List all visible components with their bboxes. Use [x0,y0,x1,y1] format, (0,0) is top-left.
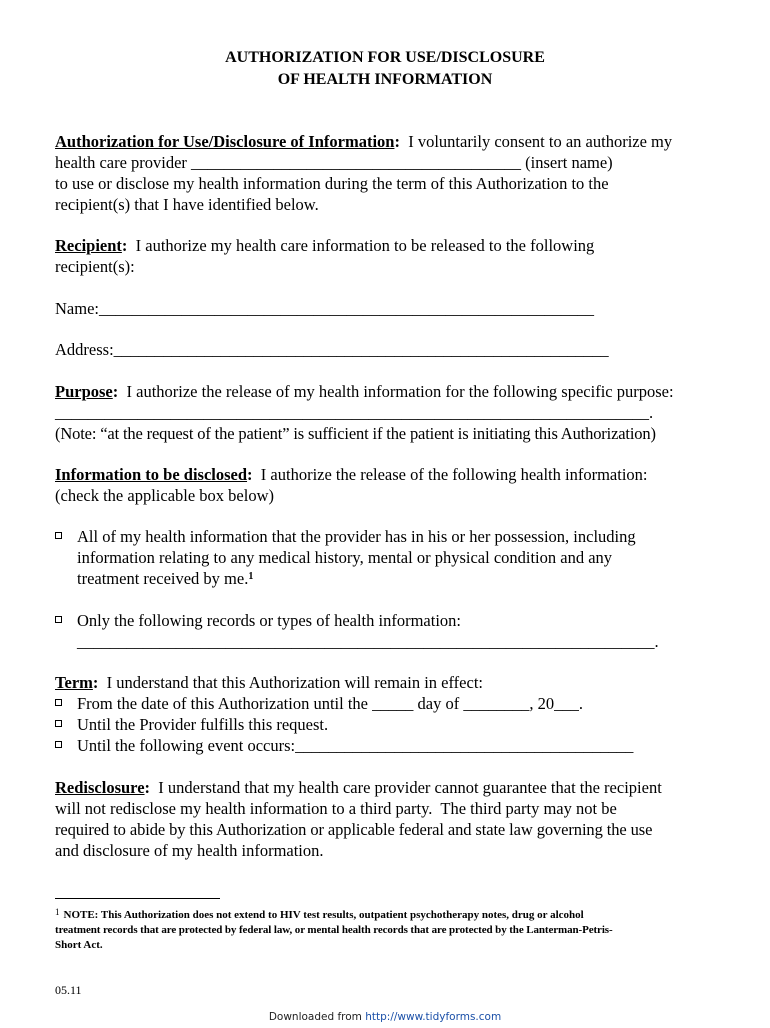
information-colon: : [247,465,253,484]
term-option-date-text: From the date of this Authorization until the _____ day of ________, 20___. [77,694,583,713]
term-option-fulfilled [55,714,720,735]
recipient-line-1 [55,235,720,256]
authorization-colon: : [394,132,400,151]
option-all-line-3-text: treatment received by me. [77,569,249,588]
redisclosure-text: I understand that my health care provider cannot guarantee that the recipient [150,778,662,797]
option-all-line-3 [77,568,720,589]
purpose-colon: : [112,382,119,401]
redisclosure-section [55,777,720,861]
checkbox-all-information[interactable] [55,532,62,539]
download-prefix: Downloaded from [268,1011,366,1023]
term-colon: : [92,673,99,692]
authorization-line-2[interactable]: health care provider ________________________________________ (insert name) [55,153,613,172]
option-all-text [77,526,720,589]
recipient-heading: Recipient [55,236,122,255]
recipient-text: I authorize my health care information to be released to the following [127,236,595,255]
option-only-blank-line[interactable]: ______________________________________________________________________. [77,632,659,651]
footnote-line-3: Short Act. [55,939,103,951]
information-text: I authorize the release of the following health information: [252,465,648,484]
redisclosure-colon: : [144,778,151,797]
checkbox-term-event[interactable] [55,741,62,748]
information-line-2: (check the applicable box below) [55,486,274,505]
title-line-2: OF HEALTH INFORMATION [277,71,493,88]
form-version: 05.11 [55,983,82,997]
purpose-section [55,381,720,444]
footnote-line-1 [55,905,720,923]
footnote-divider [55,898,220,899]
authorization-line-3: to use or disclose my health information during the term of this Authorization to the [55,174,609,193]
purpose-text: I authorize the release of my health information for the following specific purpose: [118,382,674,401]
information-line-1 [55,464,720,485]
footnote [55,905,720,953]
option-all-information [55,526,720,589]
authorization-section [55,131,720,215]
recipient-line-2: recipient(s): [55,257,135,276]
authorization-line-1 [55,131,720,152]
footnote-reference: 1 [248,571,254,582]
information-section [55,464,720,506]
option-only-line-1: Only the following records or types of health information: [77,611,461,630]
purpose-heading: Purpose [55,382,113,401]
authorization-text: I voluntarily consent to an authorize my [399,132,673,151]
document-title [0,47,770,91]
term-option-event [55,735,720,756]
download-notice [0,1007,770,1028]
recipient-section [55,235,720,277]
title-line-1: AUTHORIZATION FOR USE/DISCLOSURE [225,49,545,66]
purpose-line-1 [55,381,720,402]
option-all-line-2: information relating to any medical history, mental or physical condition and any [77,548,613,567]
option-only-records [55,610,720,652]
checkbox-only-records[interactable] [55,616,62,623]
redisclosure-line-2: will not redisclose my health information to a third party. The third party may not be [55,799,617,818]
term-text: I understand that this Authorization will remain in effect: [98,673,483,692]
redisclosure-line-4: and disclosure of my health information. [55,841,324,860]
term-option-event-text: Until the following event occurs:_________________________________________ [77,736,634,755]
name-field[interactable]: Name:____________________________________________________________ [55,299,594,318]
address-field[interactable]: Address:____________________________________________________________ [55,340,609,359]
redisclosure-heading: Redisclosure [55,778,145,797]
option-all-line-1: All of my health information that the provider has in his or her possession, including [77,527,636,546]
authorization-heading: Authorization for Use/Disclosure of Information [55,132,395,151]
footnote-line-1-text: NOTE: This Authorization does not extend to HIV test results, outpatient psychotherapy notes, drug or alcohol [63,909,584,921]
term-heading: Term [55,673,93,692]
term-section [55,672,720,693]
option-only-text [77,610,720,652]
checkbox-term-date[interactable] [55,699,62,706]
purpose-blank-line[interactable]: ________________________________________________________________________. [55,403,654,422]
term-option-fulfilled-text: Until the Provider fulfills this request. [77,715,329,734]
redisclosure-line-3: required to abide by this Authorization or applicable federal and state law governing the use [55,820,653,839]
authorization-line-4: recipient(s) that I have identified below. [55,195,319,214]
purpose-note: (Note: “at the request of the patient” is sufficient if the patient is initiating this Authorization) [55,424,656,443]
term-line-1 [55,672,720,693]
term-option-date [55,693,720,714]
footnote-line-2: treatment records that are protected by federal law, or mental health records that are protected by the Lanterman-Petris- [55,924,613,936]
download-link[interactable]: http://www.tidyforms.com [365,1011,502,1023]
information-heading: Information to be disclosed [55,465,248,484]
checkbox-term-fulfilled[interactable] [55,720,62,727]
redisclosure-line-1 [55,777,720,798]
recipient-colon: : [121,236,128,255]
footnote-number: 1 [55,907,60,917]
